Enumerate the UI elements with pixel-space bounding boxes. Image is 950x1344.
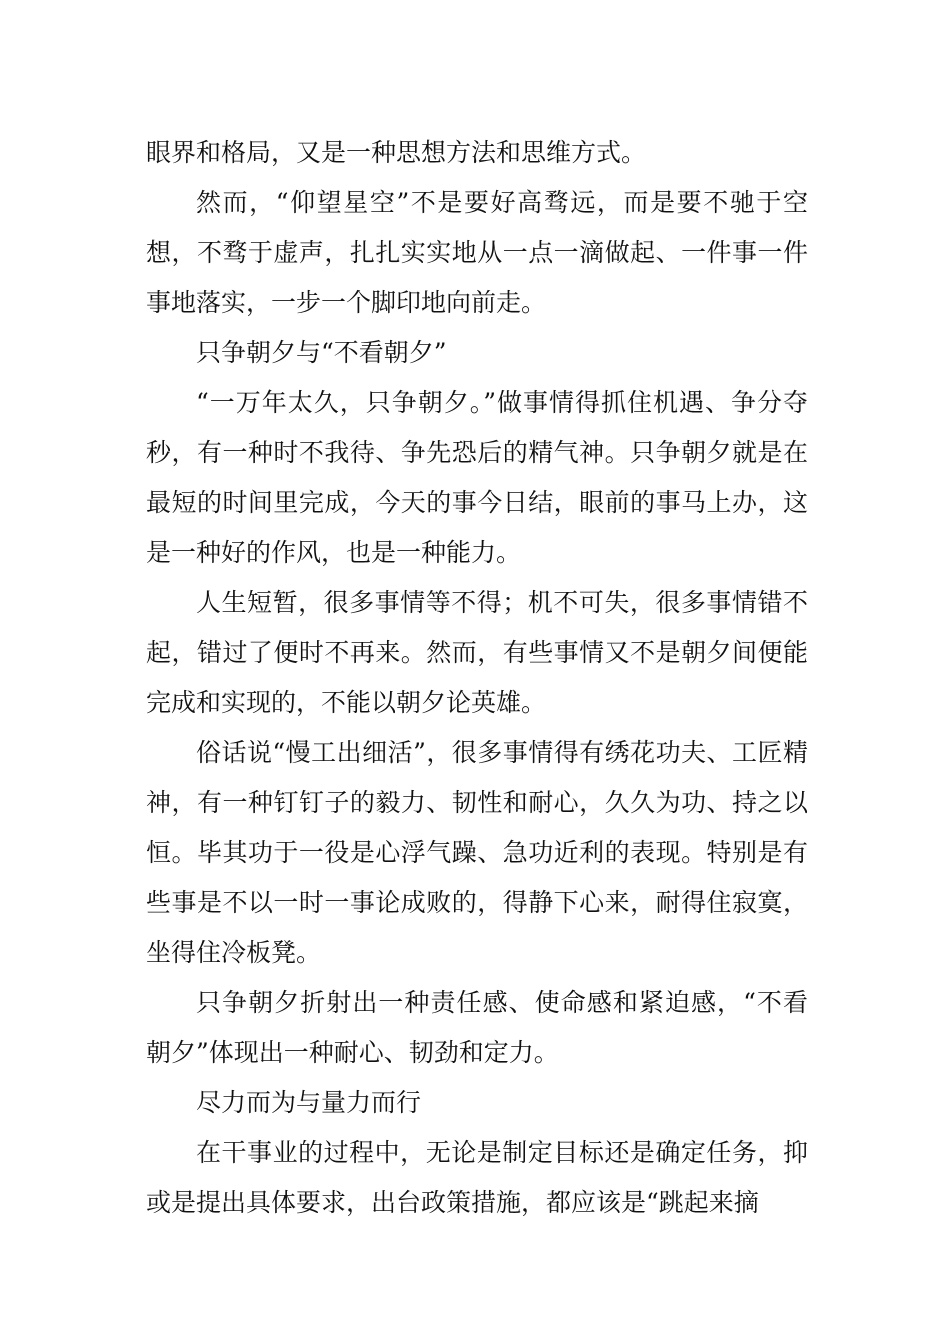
paragraph: 在干事业的过程中，无论是制定目标还是确定任务，抑或是提出具体要求，出台政策措施，都应该是“跳起来摘 bbox=[146, 1138, 808, 1217]
section-heading: 只争朝夕与“不看朝夕” bbox=[196, 338, 447, 367]
paragraph: “一万年太久，只争朝夕。”做事情得抓住机遇、争分夺秒，有一种时不我待、争先恐后的精气神。只争朝夕就是在最短的时间里完成，今天的事今日结，眼前的事马上办，这是一种好的作风，也是一种能力。 bbox=[146, 388, 808, 567]
paragraph: 俗话说“慢工出细活”，很多事情得有绣花功夫、工匠精神，有一种钉钉子的毅力、韧性和耐心，久久为功、持之以恒。毕其功于一役是心浮气躁、急功近利的表现。特别是有些事是不以一时一事论成败的，得静下心来，耐得住寂寞，坐得住冷板凳。 bbox=[146, 738, 808, 967]
paragraph: 人生短暂，很多事情等不得；机不可失，很多事情错不起，错过了便时不再来。然而，有些事情又不是朝夕间便能完成和实现的，不能以朝夕论英雄。 bbox=[146, 588, 808, 717]
section-heading: 尽力而为与量力而行 bbox=[196, 1088, 422, 1117]
document-body bbox=[146, 128, 808, 1228]
paragraph: 只争朝夕折射出一种责任感、使命感和紧迫感，“不看朝夕”体现出一种耐心、韧劲和定力。 bbox=[146, 988, 808, 1067]
paragraph-continuation: 眼界和格局，又是一种思想方法和思维方式。 bbox=[146, 138, 647, 167]
paragraph: 然而，“仰望星空”不是要好高骛远，而是要不驰于空想，不骛于虚声，扎扎实实地从一点一滴做起、一件事一件事地落实，一步一个脚印地向前走。 bbox=[146, 188, 808, 317]
